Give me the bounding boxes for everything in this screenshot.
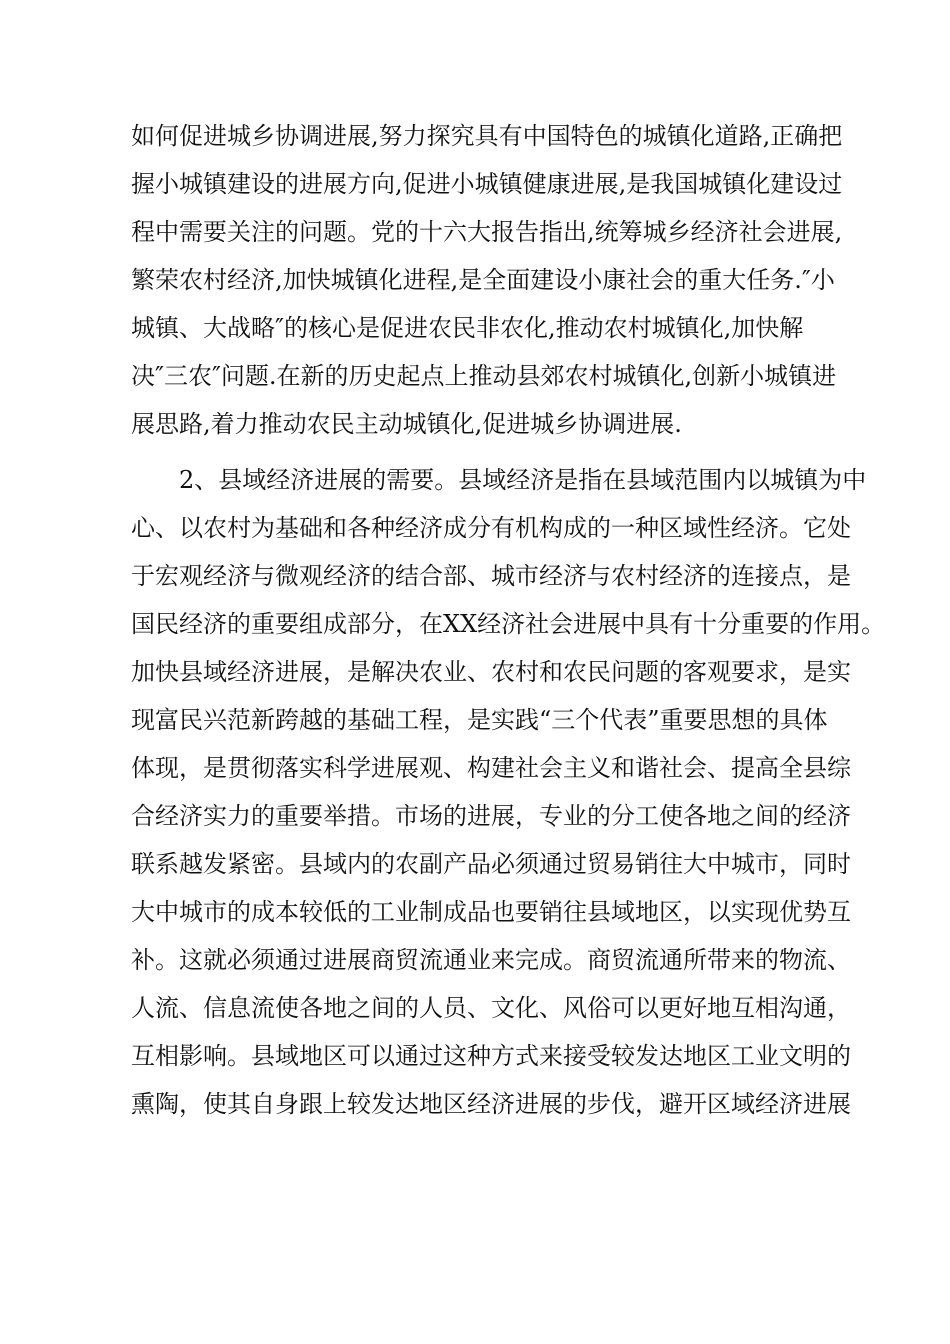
paragraph-2 [131,456,886,1128]
text-line: 繁荣农村经济,加快城镇化进程,是全面建设小康社会的重大任务.″小 [131,266,835,294]
text-line: 决″三农″问题.在新的历史起点上推动县郊农村城镇化,创新小城镇进 [131,362,837,390]
text-line: 心、以农村为基础和各种经济成分有机构成的一种区域性经济。它处 [131,514,851,542]
text-line: 体现，是贯彻落实科学进展观、构建社会主义和谐社会、提高全县综 [131,754,851,782]
text-line: 国民经济的重要组成部分，在XX经济社会进展中具有十分重要的作用。 [131,610,886,638]
text-line: 联系越发紧密。县域内的农副产品必须通过贸易销往大中城市，同时 [131,850,851,878]
text-line: 互相影响。县域地区可以通过这种方式来接受较发达地区工业文明的 [131,1042,851,1070]
text-line: 如何促进城乡协调进展,努力探究具有中国特色的城镇化道路,正确把 [131,122,843,150]
text-line: 人流、信息流使各地之间的人员、文化、风俗可以更好地互相沟通， [131,994,851,1022]
text-line: 2、县域经济进展的需要。县域经济是指在县域范围内以城镇为中 [131,466,867,494]
text-line: 熏陶，使其自身跟上较发达地区经济进展的步伐，避开区域经济进展 [131,1090,851,1118]
text-line: 握小城镇建设的进展方向,促进小城镇健康进展,是我国城镇化建设过 [131,170,843,198]
text-line: 大中城市的成本较低的工业制成品也要销往县域地区，以实现优势互 [131,898,851,926]
document-body [131,112,886,1128]
paragraph-1 [131,112,841,448]
text-line: 合经济实力的重要举措。市场的进展，专业的分工使各地之间的经济 [131,802,851,830]
text-line: 现富民兴范新跨越的基础工程，是实践“三个代表”重要思想的具体 [131,706,828,734]
text-line: 城镇、大战略″的核心是促进农民非农化,推动农村城镇化,加快解 [131,314,804,342]
text-line: 于宏观经济与微观经济的结合部、城市经济与农村经济的连接点，是 [131,562,851,590]
text-line: 补。这就必须通过进展商贸流通业来完成。商贸流通所带来的物流、 [131,946,851,974]
text-line: 展思路,着力推动农民主动城镇化,促进城乡协调进展. [131,410,682,438]
paragraph-spacer [131,448,841,456]
text-line: 加快县域经济进展，是解决农业、农村和农民问题的客观要求，是实 [131,658,851,686]
text-line: 程中需要关注的问题。党的十六大报告指出,统筹城乡经济社会进展, [131,218,843,246]
